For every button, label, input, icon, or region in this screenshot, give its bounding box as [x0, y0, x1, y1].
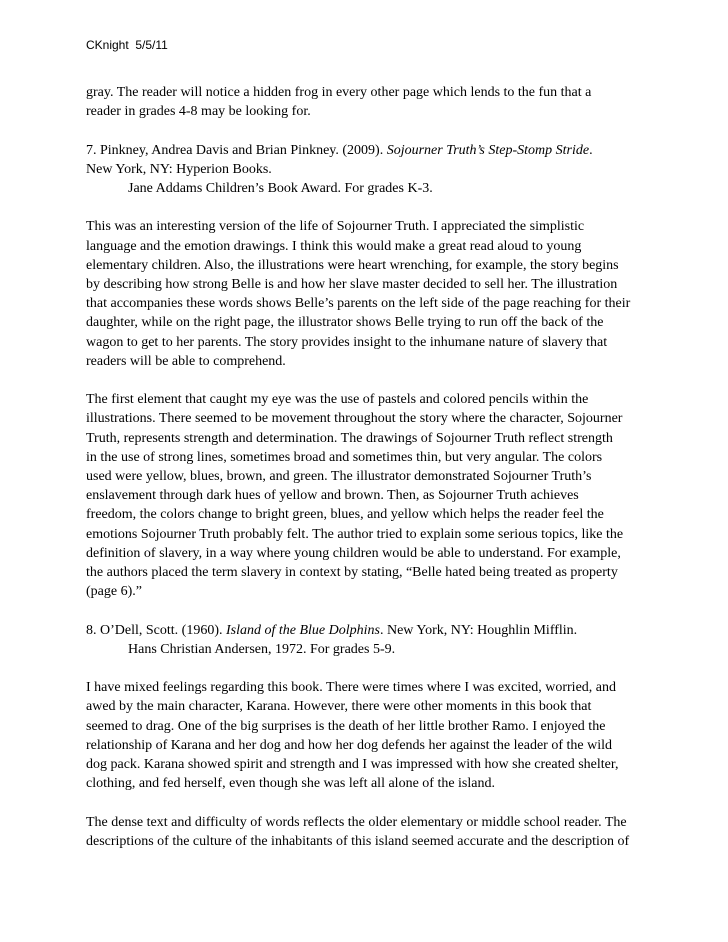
text-line: The dense text and difficulty of words reflects the older elementary or middle school reader. The [86, 814, 627, 830]
text-line: wagon to get to her parents. The story provides insight to the inhumane nature of slavery that [86, 334, 608, 350]
text-line: enslavement through dark hues of yellow and brown. Then, as Sojourner Truth achieves [86, 488, 579, 504]
entry-7-citation [86, 141, 656, 199]
citation-authors: 7. Pinkney, Andrea Davis and Brian Pinkney. (2009). [86, 142, 387, 158]
text-line: (page 6).” [86, 584, 142, 600]
text-line: gray. The reader will notice a hidden frog in every other page which lends to the fun that a [86, 85, 592, 100]
text-line: I have mixed feelings regarding this book. There were times where I was excited, worried, and [86, 680, 616, 696]
text-line: in the use of strong lines, sometimes broad and sometimes thin, but very angular. The colors [86, 449, 603, 465]
book-title: Island of the Blue Dolphins [225, 622, 380, 638]
text-line: seemed to drag. One of the big surprises is the death of her little brother Ramo. I enjoyed the [86, 718, 606, 734]
entry-7-review-paragraph-2 [86, 390, 656, 601]
citation-publisher: New York, NY: Hyperion Books. [86, 161, 272, 177]
text-line: daughter, while on the right page, the illustrator shows Belle trying to run off the back of the [86, 315, 604, 331]
entry-7-review-paragraph-1 [86, 217, 656, 371]
citation-line [86, 621, 656, 640]
text-line: Truth, represents strength and determination. The drawings of Sojourner Truth reflect strength [86, 430, 613, 446]
citation-award: Jane Addams Children’s Book Award. For grades K-3. [128, 181, 433, 196]
text-line: reader in grades 4-8 may be looking for. [86, 104, 311, 120]
text-line: emotions Sojourner Truth probably felt. The author tried to explain some serious topics, like the [86, 526, 624, 542]
text-line: language and the emotion drawings. I think this would make a great read aloud to young [86, 238, 582, 254]
text-line: freedom, the colors change to bright green, blues, and yellow which helps the reader feel the [86, 507, 604, 523]
text-line: elementary children. Also, the illustrations were heart wrenching, for example, the story begins [86, 257, 619, 273]
text-line: awed by the main character, Karana. However, there were other moments in this book that [86, 699, 592, 715]
text-line: readers will be able to comprehend. [86, 353, 286, 369]
entry-8-citation [86, 621, 656, 659]
book-title: Sojourner Truth’s Step-Stomp Stride [386, 142, 590, 158]
text-line: dog pack. Karana showed spirit and strength and I was impressed with how she created shelter, [86, 757, 619, 773]
citation-authors: 8. O’Dell, Scott. (1960). [86, 622, 226, 638]
citation-end: . New York, NY: Houghlin Mifflin. [379, 622, 578, 638]
text-line: descriptions of the culture of the inhabitants of this island seemed accurate and the description of [86, 833, 630, 849]
intro-paragraph [86, 83, 656, 121]
text-line: by describing how strong Belle is and how her slave master decided to sell her. The illustration [86, 277, 618, 292]
text-line: used were yellow, blues, brown, and green. The illustrator demonstrated Sojourner Truth’s [86, 469, 592, 485]
document-body [86, 83, 656, 870]
text-line: definition of slavery, in a way where young children would be able to understand. For example, [86, 545, 621, 561]
text-line: This was an interesting version of the life of Sojourner Truth. I appreciated the simplistic [86, 219, 585, 235]
citation-end: . [589, 142, 593, 158]
entry-8-review-paragraph-1 [86, 678, 656, 793]
citation-line [86, 141, 656, 160]
citation-award: Hans Christian Andersen, 1972. For grades 5-9. [128, 641, 396, 657]
text-line: relationship of Karana and her dog and how her dog defends her against the leader of the wild [86, 737, 612, 753]
text-line: The first element that caught my eye was the use of pastels and colored pencils within the [86, 392, 589, 408]
entry-8-review-paragraph-2 [86, 813, 656, 851]
text-line: illustrations. There seemed to be movement throughout the story where the character, Sojourner [86, 411, 623, 427]
page-header: CKnight 5/5/11 [86, 38, 168, 52]
text-line: clothing, and fed herself, even though she was left all alone of the island. [86, 776, 495, 792]
text-line: the authors placed the term slavery in context by stating, “Belle hated being treated as property [86, 565, 618, 581]
text-line: that accompanies these words shows Belle’s parents on the left side of the page reaching for their [86, 296, 631, 312]
